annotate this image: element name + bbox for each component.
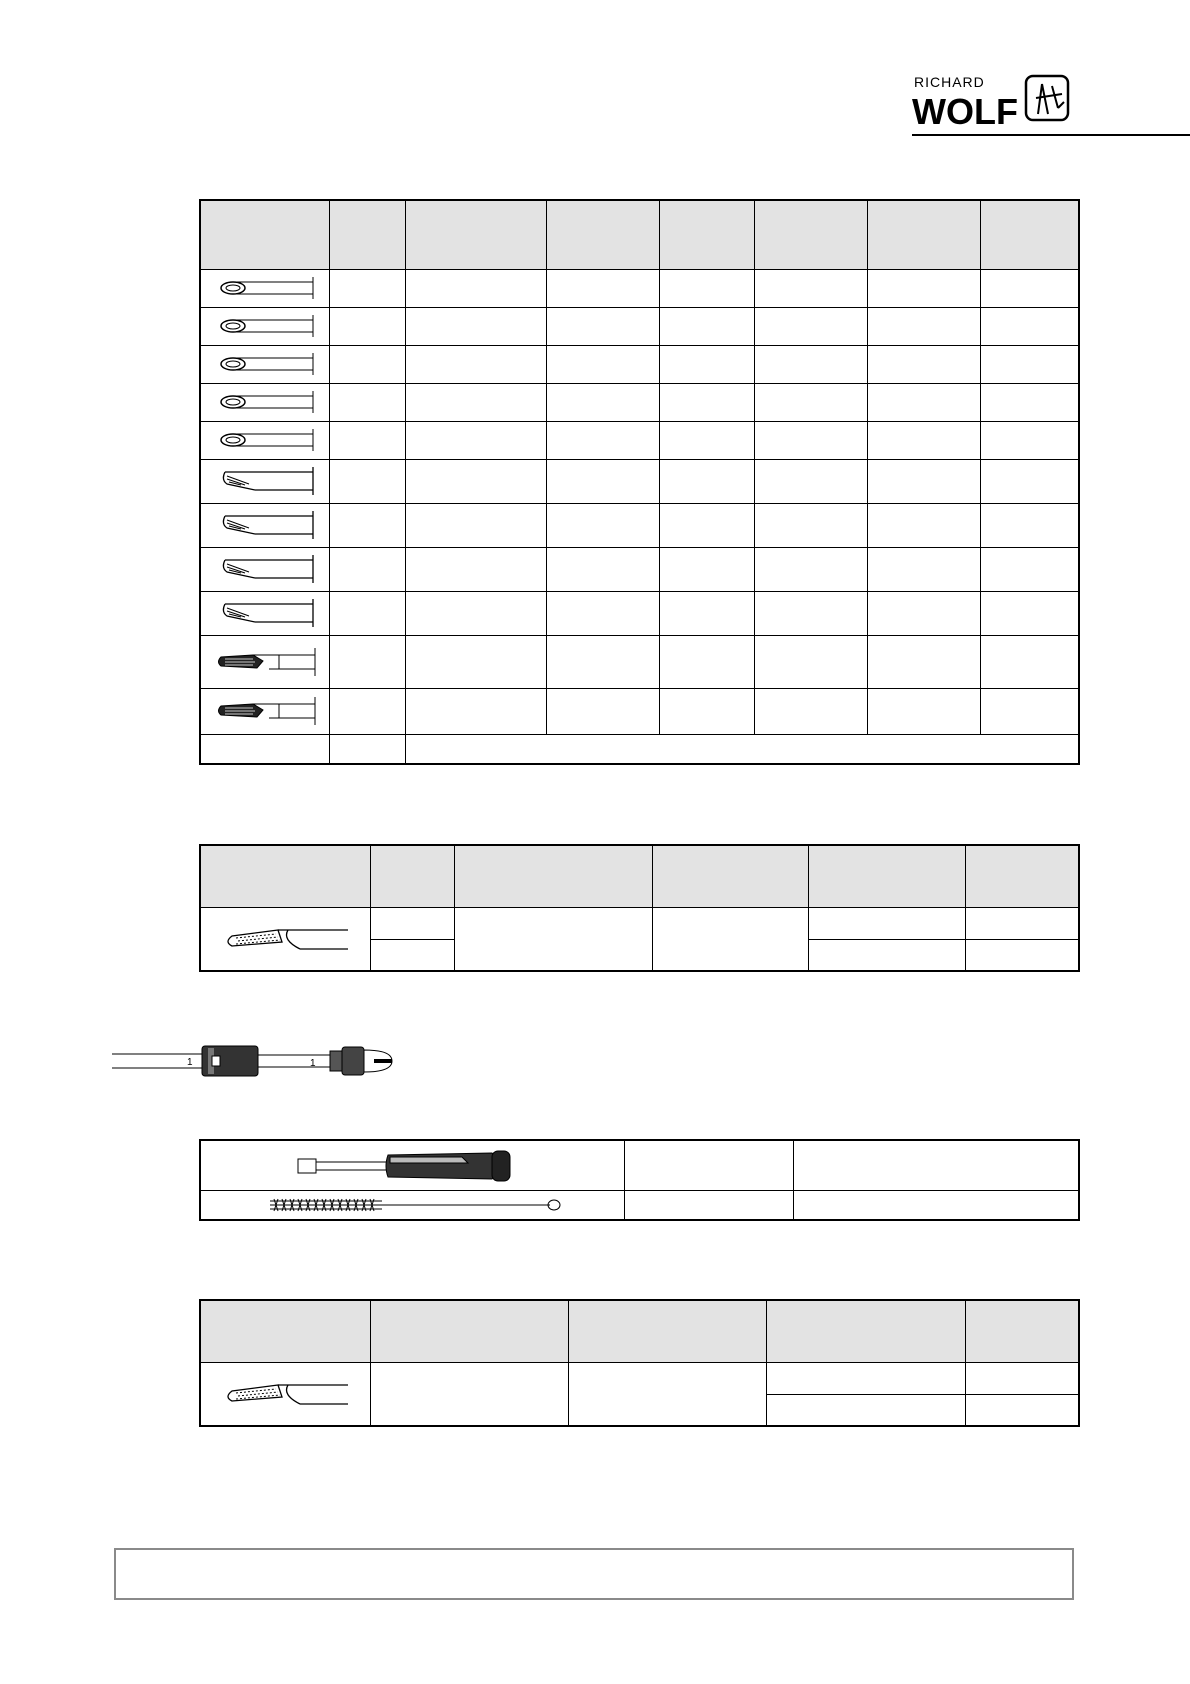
forceps-tip-icon xyxy=(200,1362,370,1426)
forceps-tip-icon xyxy=(200,907,370,971)
table-row xyxy=(200,383,1079,421)
round-tip-icon xyxy=(200,269,329,307)
beveled-tip-icon xyxy=(200,503,329,547)
table-row xyxy=(200,1140,1079,1190)
instrument-table-2 xyxy=(199,844,1080,972)
table-row xyxy=(200,269,1079,307)
table-row xyxy=(200,503,1079,547)
table-header-row xyxy=(200,1300,1079,1362)
instrument-table-1 xyxy=(199,199,1080,765)
table-row xyxy=(200,421,1079,459)
accessory-table xyxy=(199,1139,1080,1221)
beveled-tip-icon xyxy=(200,547,329,591)
serrated-tip-icon xyxy=(200,688,329,734)
round-tip-icon xyxy=(200,421,329,459)
table-header-row xyxy=(200,845,1079,907)
table-row xyxy=(200,547,1079,591)
table-row xyxy=(200,1362,1079,1394)
cleaning-brush-icon xyxy=(200,1190,624,1220)
svg-text:RICHARD: RICHARD xyxy=(914,74,985,90)
instrument-connector-illustration xyxy=(112,1040,402,1082)
table-row xyxy=(200,907,1079,939)
table-row xyxy=(200,591,1079,635)
table-row xyxy=(200,635,1079,688)
header-rule xyxy=(912,134,1190,136)
table-header-row xyxy=(200,200,1079,269)
beveled-tip-icon xyxy=(200,459,329,503)
footer-box xyxy=(114,1548,1074,1600)
beveled-tip-icon xyxy=(200,591,329,635)
instrument-table-3 xyxy=(199,1299,1080,1427)
round-tip-icon xyxy=(200,307,329,345)
round-tip-icon xyxy=(200,345,329,383)
table-row xyxy=(200,307,1079,345)
marker-right: 1 xyxy=(310,1058,316,1069)
table-row xyxy=(200,688,1079,734)
table-row xyxy=(200,345,1079,383)
table-row xyxy=(200,734,1079,764)
handle-instrument-icon xyxy=(200,1140,624,1190)
marker-left: 1 xyxy=(187,1057,193,1068)
svg-text:WOLF: WOLF xyxy=(912,91,1018,132)
richard-wolf-logo xyxy=(912,74,1072,136)
round-tip-icon xyxy=(200,383,329,421)
serrated-tip-icon xyxy=(200,635,329,688)
table-row xyxy=(200,459,1079,503)
table-row xyxy=(200,1190,1079,1220)
